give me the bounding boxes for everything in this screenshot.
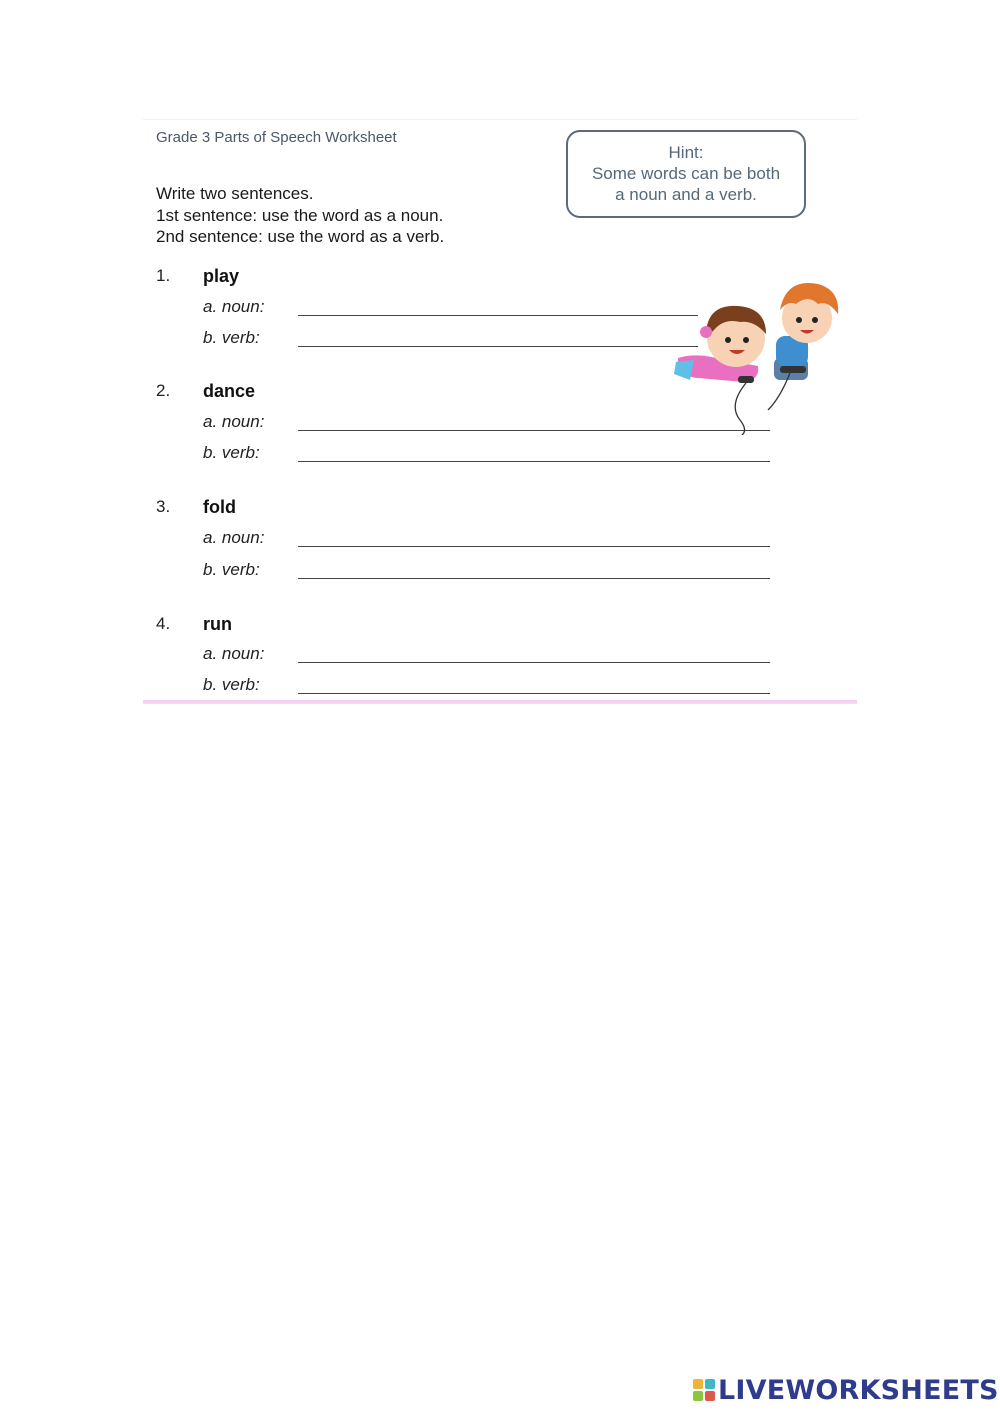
verb-answer-field[interactable] xyxy=(298,346,698,347)
noun-answer-field[interactable] xyxy=(298,546,770,547)
question-number: 3. xyxy=(156,497,171,516)
verb-label: b. verb: xyxy=(203,560,260,579)
liveworksheets-logo-icon xyxy=(692,1378,716,1402)
hint-line: Some words can be both xyxy=(591,164,781,183)
noun-label: a. noun: xyxy=(203,297,265,316)
verb-label: b. verb: xyxy=(203,675,260,694)
question-number: 1. xyxy=(156,266,171,285)
hint-heading: Hint: xyxy=(668,143,704,162)
instructions xyxy=(156,183,444,248)
noun-answer-row xyxy=(203,528,783,552)
verb-answer-row xyxy=(203,443,783,467)
liveworksheets-logo[interactable] xyxy=(692,1374,999,1406)
page-bottom-rule xyxy=(143,700,857,704)
hint-box xyxy=(566,130,806,218)
instruction-line: 2nd sentence: use the word as a verb. xyxy=(156,227,445,246)
question-number: 2. xyxy=(156,381,171,400)
question-word: fold xyxy=(203,497,236,517)
noun-answer-field[interactable] xyxy=(298,662,770,663)
verb-answer-field[interactable] xyxy=(298,693,770,694)
logo-text: LIVEWORKSHEETS xyxy=(718,1374,999,1406)
noun-answer-row xyxy=(203,644,783,668)
hint-line: a noun and a verb. xyxy=(615,185,757,204)
verb-answer-row xyxy=(203,675,783,699)
verb-answer-row xyxy=(203,560,783,584)
verb-label: b. verb: xyxy=(203,443,260,462)
noun-label: a. noun: xyxy=(203,644,265,663)
question-number: 4. xyxy=(156,614,171,633)
worksheet-title: Grade 3 Parts of Speech Worksheet xyxy=(156,129,397,146)
instruction-line: 1st sentence: use the word as a noun. xyxy=(156,205,444,225)
noun-answer-field[interactable] xyxy=(298,315,698,316)
verb-answer-field[interactable] xyxy=(298,461,770,462)
noun-label: a. noun: xyxy=(203,528,265,547)
question-word: play xyxy=(203,266,240,286)
instruction-line: Write two sentences. xyxy=(156,184,314,203)
verb-label: b. verb: xyxy=(203,328,260,347)
question-word: dance xyxy=(203,381,256,401)
verb-answer-field[interactable] xyxy=(298,578,770,579)
noun-label: a. noun: xyxy=(203,412,265,431)
children-playing-video-games-icon xyxy=(668,270,848,435)
question-word: run xyxy=(203,614,232,634)
